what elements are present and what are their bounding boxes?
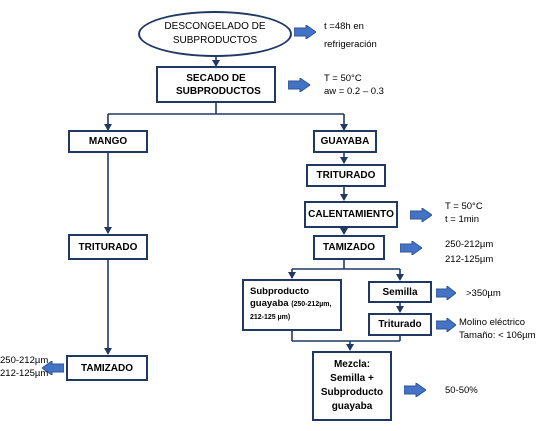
tamizado-guayaba-arrow-icon bbox=[400, 241, 422, 255]
tamizado-guayaba-label: TAMIZADO bbox=[322, 242, 376, 253]
calentamiento-node bbox=[304, 201, 398, 228]
guayaba-label: GUAYABA bbox=[320, 136, 370, 147]
triturado-semilla-note bbox=[459, 316, 536, 342]
subproducto-label: Subproducto guayaba bbox=[250, 286, 310, 309]
secado-node bbox=[156, 66, 276, 103]
calentamiento-arrow-icon bbox=[410, 208, 432, 222]
mango-node bbox=[68, 130, 148, 153]
semilla-arrow-icon bbox=[436, 286, 456, 300]
descongelado-label: DESCONGELADO DE SUBPRODUCTOS bbox=[164, 21, 266, 46]
calentamiento-note-line2: t = 1min bbox=[445, 214, 480, 225]
triturado-semilla-label: Triturado bbox=[378, 319, 422, 330]
mezcla-arrow-icon bbox=[404, 383, 426, 397]
calentamiento-note bbox=[445, 200, 483, 226]
triturado-mango-label: TRITURADO bbox=[78, 241, 138, 253]
triturado-semilla-node bbox=[368, 313, 432, 336]
subproducto-label-wrap bbox=[250, 286, 340, 324]
triturado-semilla-note-line1: Molino eléctrico bbox=[459, 317, 525, 328]
tamizado-guayaba-note bbox=[445, 238, 493, 266]
guayaba-node bbox=[313, 130, 377, 153]
tamizado-mango-note-line2: 212-125µm bbox=[0, 368, 49, 379]
triturado-semilla-arrow-icon bbox=[436, 318, 456, 332]
secado-note-line1: T = 50°C bbox=[324, 73, 362, 84]
triturado-mango-node bbox=[68, 234, 148, 260]
subproducto-guayaba-node bbox=[242, 279, 342, 331]
triturado-guayaba-label: TRITURADO bbox=[316, 170, 376, 181]
mezcla-node bbox=[312, 351, 392, 421]
triturado-guayaba-node bbox=[306, 164, 386, 187]
tamizado-mango-node bbox=[66, 355, 148, 381]
subproducto-size-label: (250-212µm, 212-125 µm) bbox=[250, 301, 332, 321]
tamizado-guayaba-node bbox=[313, 235, 385, 260]
mezcla-note-line: 50-50% bbox=[445, 385, 478, 396]
secado-note-line2: aw = 0.2 – 0.3 bbox=[324, 86, 384, 97]
descongelado-arrow-icon bbox=[294, 25, 316, 39]
secado-note bbox=[324, 72, 384, 98]
tamizado-guayaba-note-line2: 212-125µm bbox=[445, 254, 494, 265]
semilla-node bbox=[368, 281, 432, 303]
triturado-semilla-note-line2: Tamaño: < 106µm bbox=[459, 330, 536, 341]
mezcla-label: Mezcla: Semilla + Subproducto guayaba bbox=[320, 359, 384, 412]
semilla-note bbox=[466, 287, 501, 300]
secado-label: SECADO DE SUBPRODUCTOS bbox=[176, 72, 261, 97]
secado-arrow-icon bbox=[288, 78, 310, 92]
descongelado-note-line2: refrigeración bbox=[324, 39, 377, 50]
descongelado-note-line1: t =48h en bbox=[324, 21, 364, 32]
calentamiento-label: CALENTAMIENTO bbox=[308, 209, 394, 220]
calentamiento-note-line1: T = 50°C bbox=[445, 201, 483, 212]
tamizado-mango-label: TAMIZADO bbox=[80, 362, 134, 374]
tamizado-mango-note-line1: 250-212µm bbox=[0, 355, 49, 366]
semilla-label: Semilla bbox=[382, 286, 418, 298]
mango-label: MANGO bbox=[88, 136, 128, 147]
tamizado-guayaba-note-line1: 250-212µm bbox=[445, 239, 494, 250]
descongelado-note bbox=[324, 20, 377, 51]
tamizado-mango-note bbox=[0, 354, 48, 380]
descongelado-node bbox=[138, 11, 292, 57]
mezcla-note bbox=[445, 384, 478, 397]
semilla-note-line: >350µm bbox=[466, 288, 501, 299]
